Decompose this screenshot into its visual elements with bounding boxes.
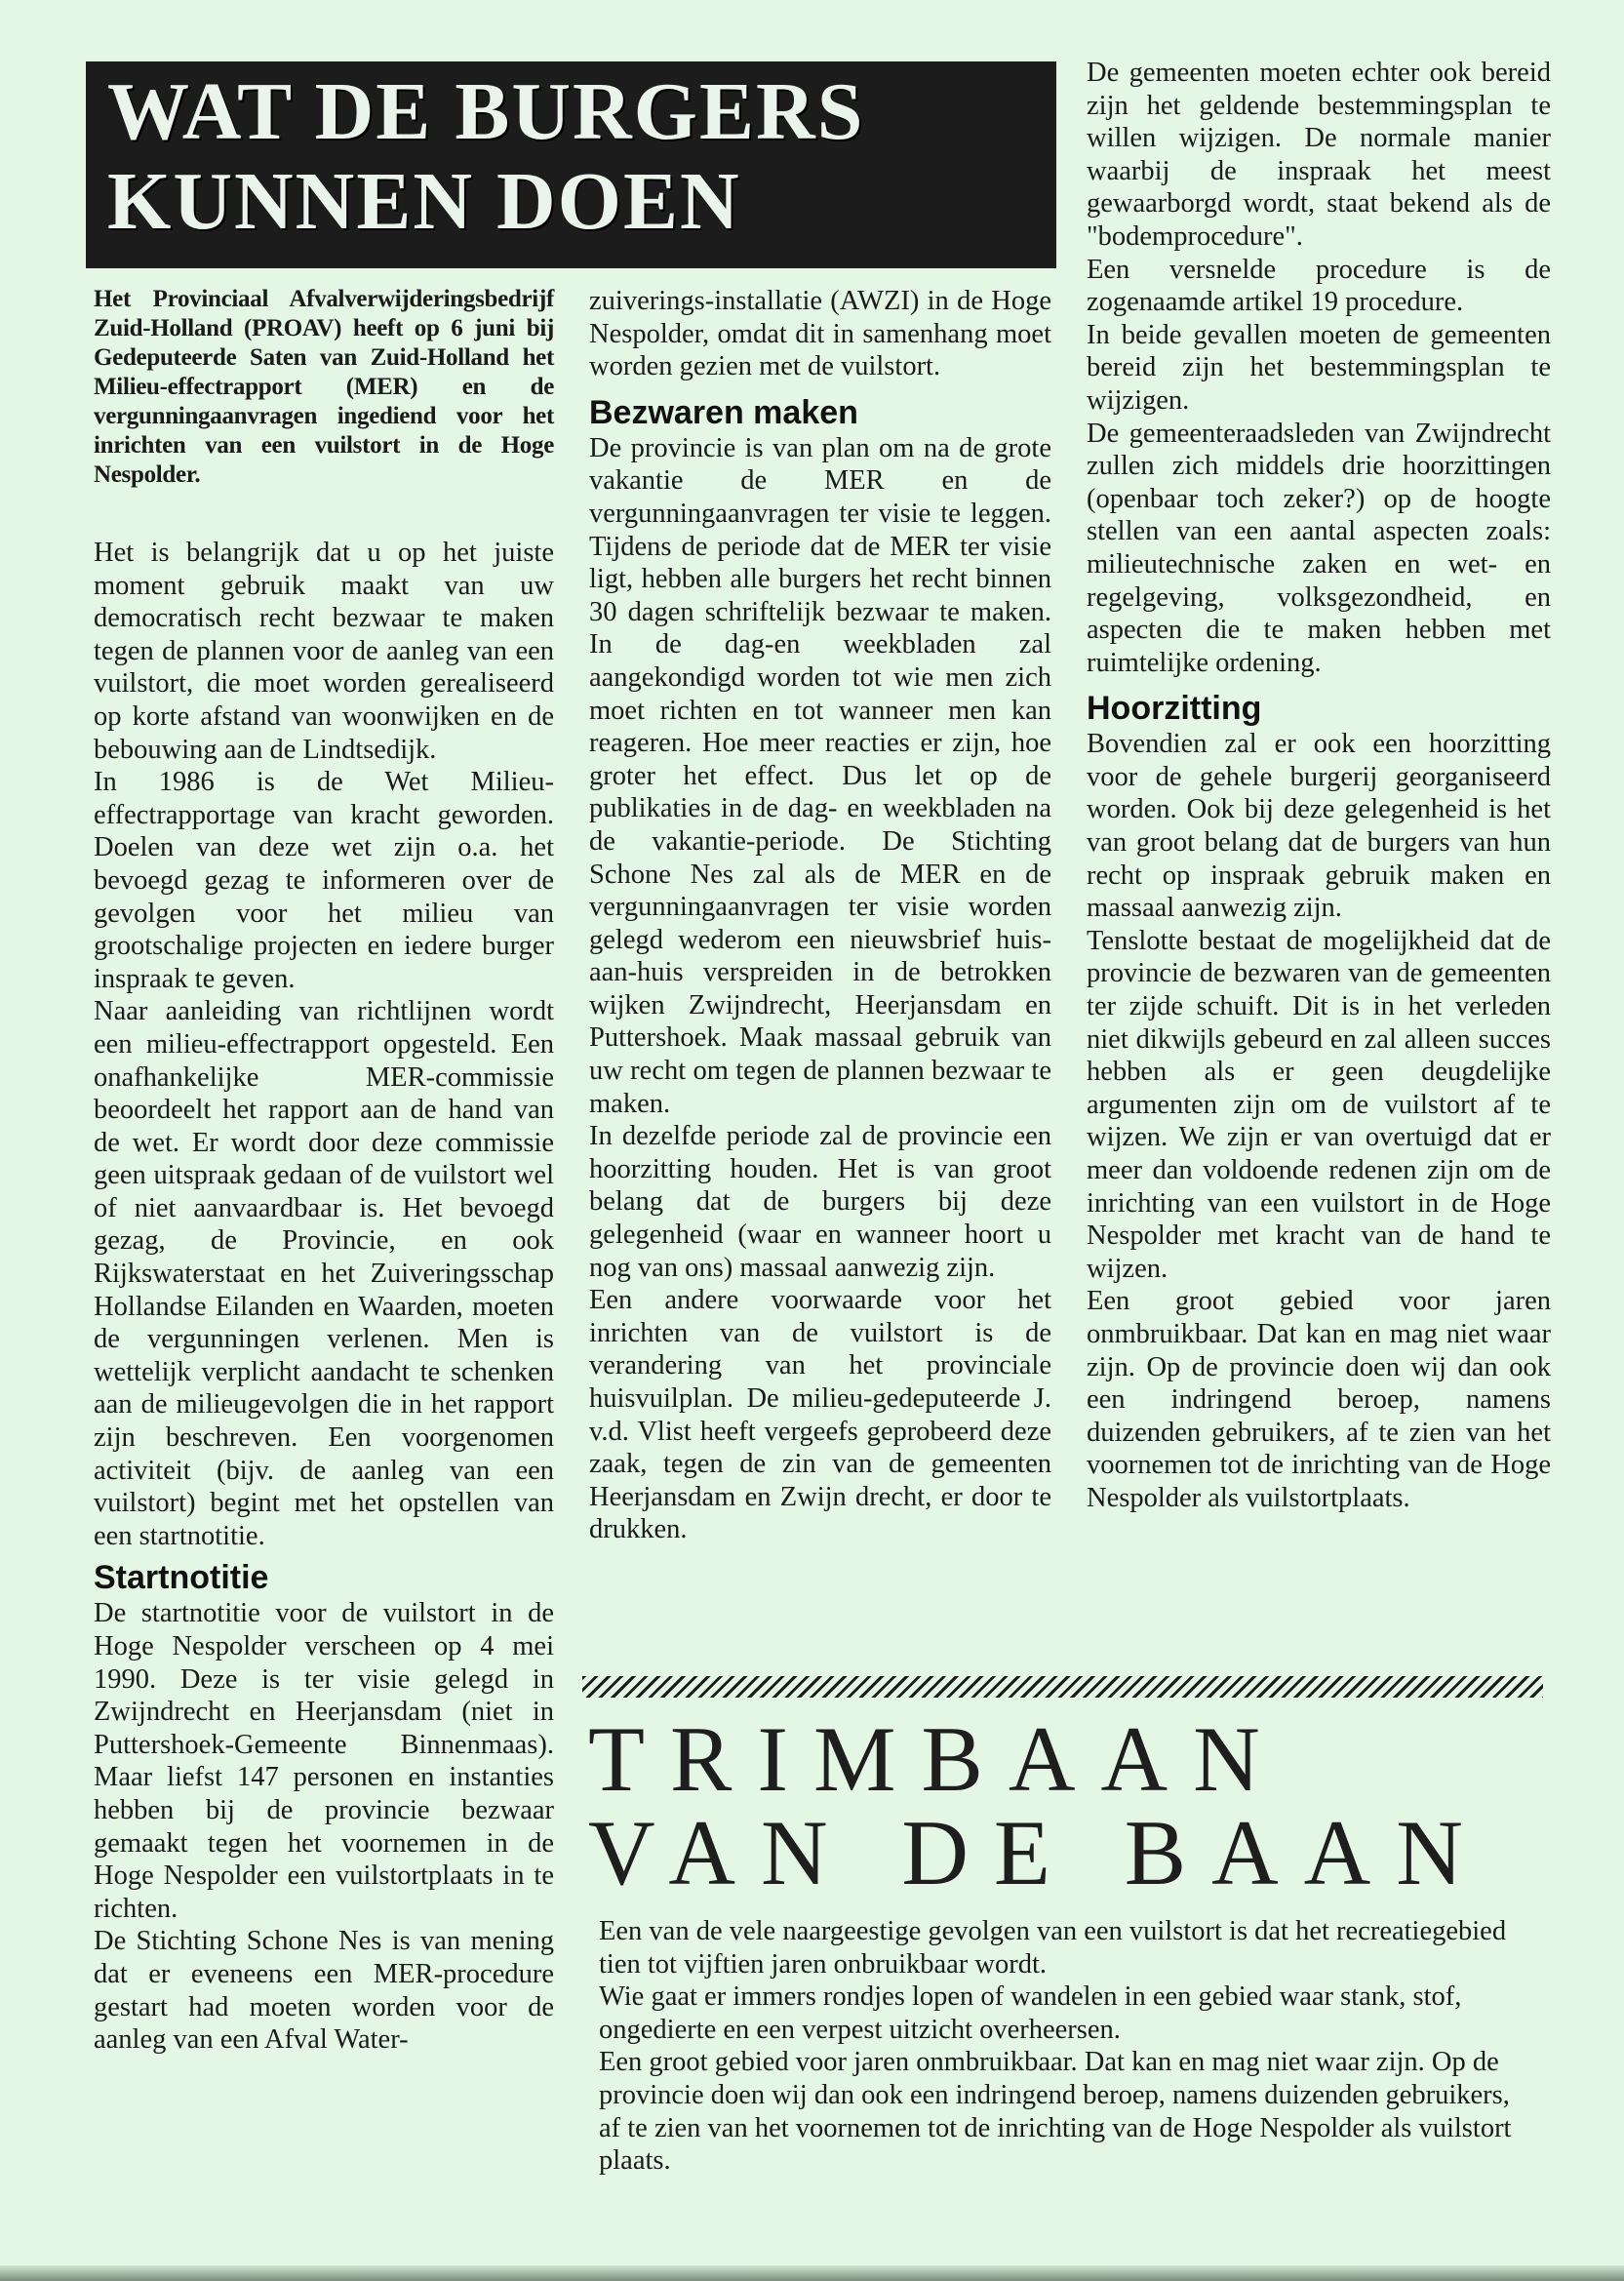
article-paragraph: Een groot gebied voor jaren onmbruikbaar. Dat kan en mag niet waar zijn. Op de provincie doen wij dan ook een indringend beroep, namens duizenden gebruikers, af te zien van het voornemen tot de inrichting van de Hoge Nespolder als vuilstortplaats. bbox=[1087, 1286, 1551, 1513]
column-1 bbox=[94, 285, 554, 2057]
trimbaan-headline bbox=[588, 1707, 1564, 1904]
headline-box bbox=[86, 61, 1056, 268]
lead-paragraph: Het Provinciaal Afvalverwijderingsbedrijf Zuid-Holland (PROAV) heeft op 6 juni bij Gedeputeerde Saten van Zuid-Holland het Milieu-effectrapport (MER) en de vergunningaanvragen ingediend voor het inrichten van een vuilstort in de Hoge Nespolder. bbox=[94, 286, 554, 488]
article-paragraph: Bovendien zal er ook een hoorzitting voor de gehele burgerij georganiseerd worden. Ook bij deze gelegenheid is het van groot belang dat de burgers van hun recht op inspraak gebruik maken en massaal aanwezig zijn. bbox=[1087, 729, 1551, 924]
article-paragraph: In 1986 is de Wet Milieu-effectrapportage van kracht geworden. Doelen van deze wet zijn o.a. het bevoegd gezag te informeren over de gevolgen voor het milieu van grootschalige projecten en iedere burger inspraak te geven. bbox=[94, 767, 554, 994]
article-paragraph: De gemeenten moeten echter ook bereid zijn het geldende bestemmingsplan te willen wijzigen. De normale manier waarbij de inspraak het meest gewaarborgd wordt, staat bekend als de "bodemprocedure". bbox=[1087, 58, 1551, 252]
column-2 bbox=[589, 285, 1051, 1546]
hatched-divider bbox=[582, 1676, 1543, 1698]
article-paragraph: De gemeenteraadsleden van Zwijndrecht zullen zich middels drie hoorzittingen (openbaar toch zeker?) op de hoogte stellen van een aantal aspecten zoals: milieutechnische zaken en wet- en regelgeving, volksgezondheid, en aspecten die te maken hebben met ruimtelijke ordening. bbox=[1087, 418, 1551, 678]
article-paragraph: Naar aanleiding van richtlijnen wordt een milieu-effectrapport opgesteld. Een onafhankelijke MER-commissie beoordeelt het rapport aan de hand van de wet. Er wordt door deze commissie geen uitspraak gedaan of de vuilstort wel of niet aanvaardbaar is. Het bevoegd gezag, de Provincie, en ook Rijkswaterstaat en het Zuiveringsschap Hollandse Eilanden en Waarden, moeten de vergunningen verlenen. Men is wettelijk verplicht aandacht te schenken aan de milieugevolgen die in het rapport zijn beschreven. Een voorgenomen activiteit (bijv. de aanleg van een vuilstort) begint met het opstellen van een startnotitie. bbox=[94, 996, 554, 1551]
trimbaan-paragraph: Een groot gebied voor jaren onmbruikbaar. Dat kan en mag niet waar zijn. Op de provincie doen wij dan ook een indringend beroep, namens duizenden gebruikers, af te zien van het voornemen tot de inrichting van de Hoge Nespolder als vuilstort plaats. bbox=[599, 2047, 1512, 2177]
article-paragraph: In dezelfde periode zal de provincie een hoorzitting houden. Het is van groot belang dat de burgers bij deze gelegenheid (waar en wanneer hoort u nog van ons) massaal aanwezig zijn. bbox=[589, 1121, 1051, 1283]
article-paragraph: Een andere voorwaarde voor het inrichten van de vuilstort is de verandering van het provinciale huisvuilplan. De milieu-gedeputeerde J. v.d. Vlist heeft vergeefs geprobeerd deze zaak, tegen de zin van de gemeenten Heerjansdam en Zwijn drecht, er door te drukken. bbox=[589, 1285, 1051, 1545]
subheading-bezwaren-maken: Bezwaren maken bbox=[589, 393, 858, 431]
article-paragraph: zuiverings-installatie (AWZI) in de Hoge Nespolder, omdat dit in samenhang moet worden gezien met de vuilstort. bbox=[589, 286, 1051, 382]
column-3 bbox=[1087, 57, 1551, 1515]
article-paragraph: Een versnelde procedure is de zogenaamde artikel 19 procedure. bbox=[1087, 254, 1551, 318]
article-paragraph: De provincie is van plan om na de grote vakantie de MER en de vergunningaanvragen ter visie te leggen. Tijdens de periode dat de MER ter visie ligt, hebben alle burgers het recht binnen 30 dagen schriftelijk bezwaar te maken. In de dag-en weekbladen zal aangekondigd worden tot wie men zich moet richten en tot wanneer men kan reageren. Hoe meer reacties er zijn, hoe groter het effect. Dus let op de publikaties in de dag- en weekbladen na de vakantie-periode. De Stichting Schone Nes zal als de MER en de vergunningaanvragen ter visie worden gelegd wederom een nieuwsbrief huis-aan-huis verspreiden in de betrokken wijken Zwijndrecht, Heerjansdam en Puttershoek. Maak massaal gebruik van uw recht om tegen de plannen bezwaar te maken. bbox=[589, 432, 1051, 1119]
subheading-hoorzitting: Hoorzitting bbox=[1087, 690, 1262, 728]
trimbaan-paragraph: Een van de vele naargeestige gevolgen van een vuilstort is dat het recreatiegebied tien tot vijftien jaren onbruikbaar wordt. bbox=[599, 1916, 1507, 1980]
headline-line-2: KUNNEN DOEN bbox=[107, 156, 741, 247]
trimbaan-body bbox=[599, 1915, 1535, 2178]
article-paragraph: De startnotitie voor de vuilstort in de Hoge Nespolder verscheen op 4 mei 1990. Deze is ter visie gelegd in Zwijndrecht en Heerjansdam (niet in Puttershoek-Gemeente Binnenmaas). Maar liefst 147 personen en instanties hebben bij de provincie bezwaar gemaakt tegen het voornemen in de Hoge Nespolder een vuilstortplaats in te richten. bbox=[94, 1598, 554, 1924]
trimbaan-title-line-1: TRIMBAAN bbox=[588, 1707, 1286, 1811]
article-paragraph: Het is belangrijk dat u op het juiste moment gebruik maakt van uw democratisch recht bezwaar te maken tegen de plannen voor de aanleg van een vuilstort, die moet worden gerealiseerd op korte afstand van woonwijken en de bebouwing aan de Lindtsedijk. bbox=[94, 538, 554, 765]
article-paragraph: In beide gevallen moeten de gemeenten bereid zijn het bestemmingsplan te wijzigen. bbox=[1087, 319, 1551, 416]
trimbaan-paragraph: Wie gaat er immers rondjes lopen of wandelen in een gebied waar stank, stof, ongedierte en een verpest uitzicht overheersen. bbox=[599, 1981, 1462, 2045]
subheading-startnotitie: Startnotitie bbox=[94, 1559, 269, 1597]
scan-edge bbox=[0, 2265, 1624, 2281]
article-paragraph: De Stichting Schone Nes is van mening dat er eveneens een MER-procedure gestart had moeten worden voor de aanleg van een Afval Water- bbox=[94, 1926, 554, 2056]
trimbaan-title-line-2: VAN DE BAAN bbox=[588, 1801, 1488, 1904]
article-paragraph: Tenslotte bestaat de mogelijkheid dat de provincie de bezwaren van de gemeenten ter zijde schuift. Dit is in het verleden niet dikwijls gebeurd en zal alleen succes hebben als er geen deugdelijke argumenten zijn om de vuilstort af te wijzen. We zijn er van overtuigd dat er meer dan voldoende redenen zijn om de inrichting van een vuilstort in de Hoge Nespolder met kracht van de hand te wijzen. bbox=[1087, 925, 1551, 1284]
headline-line-1: WAT DE BURGERS bbox=[107, 66, 865, 157]
